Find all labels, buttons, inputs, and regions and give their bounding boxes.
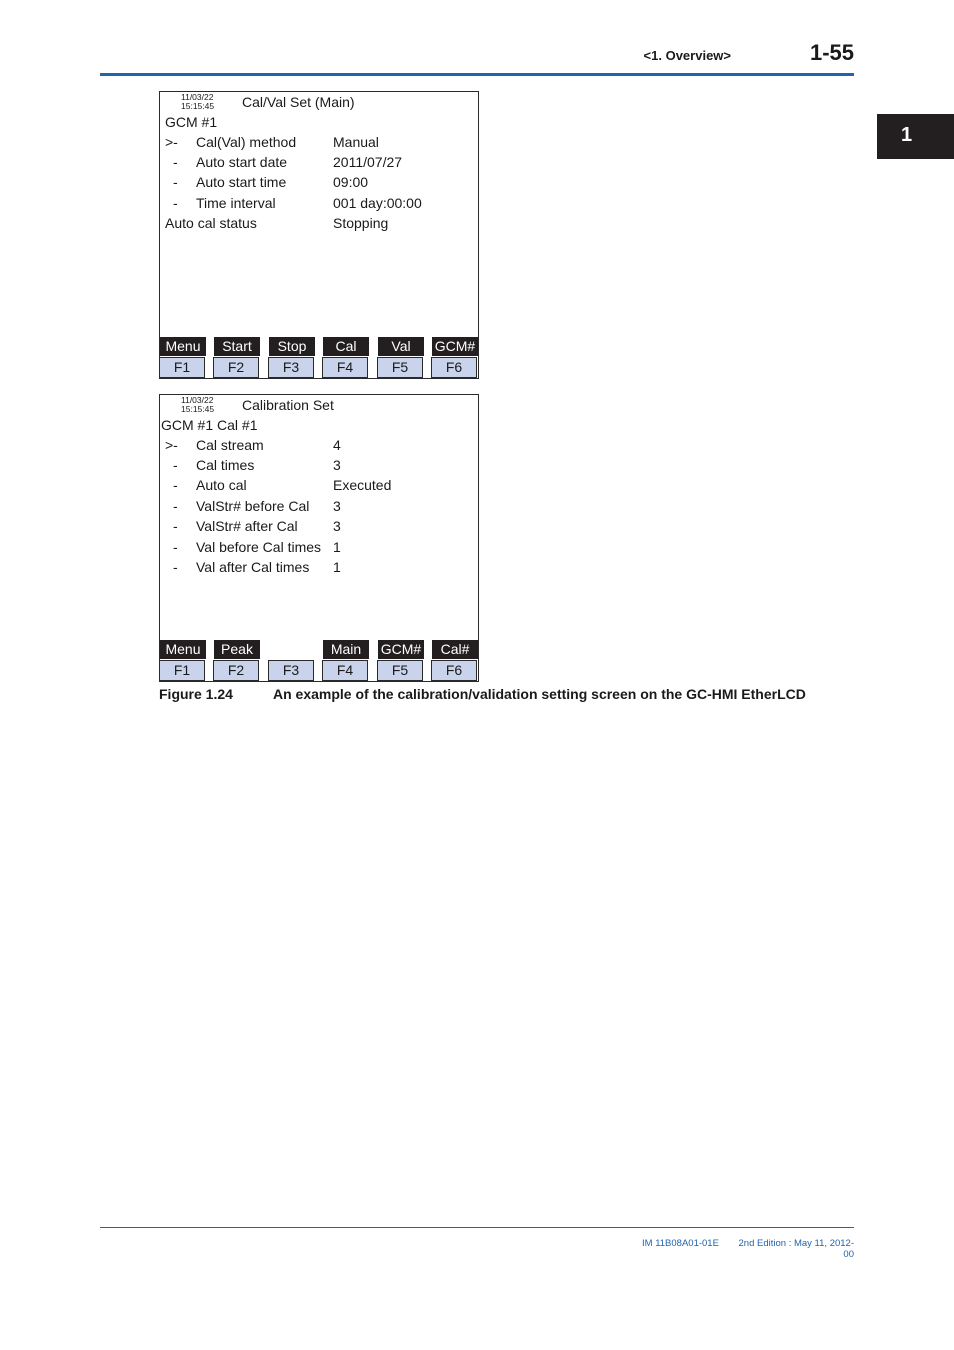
fkey-label-val: Val [378, 337, 424, 356]
row-prefix: - [173, 477, 178, 493]
edition-info: 2nd Edition : May 11, 2012-00 [738, 1238, 854, 1260]
footer-rule [100, 1227, 854, 1228]
screen-title: Calibration Set [242, 397, 334, 413]
header-rule [100, 73, 854, 76]
row-value: 09:00 [333, 174, 369, 190]
row-prefix: - [173, 539, 178, 555]
fkey-label-peak: Peak [214, 640, 260, 659]
f3-button[interactable]: F3 [268, 357, 314, 378]
row-label: Auto start time [196, 174, 287, 190]
row-value: 4 [333, 437, 341, 453]
fkey-label-start: Start [214, 337, 260, 356]
row-value: 1 [333, 539, 341, 555]
row-prefix: - [173, 498, 178, 514]
row-value: 3 [333, 498, 341, 514]
screen-date: 11/03/22 [181, 92, 214, 102]
row-value: 1 [333, 559, 341, 575]
f1-button[interactable]: F1 [159, 357, 205, 378]
f2-button[interactable]: F2 [213, 660, 259, 681]
f5-button[interactable]: F5 [377, 660, 423, 681]
screen-date: 11/03/22 [181, 395, 214, 405]
row-value: Manual [333, 134, 379, 150]
row-label: Auto cal [196, 477, 247, 493]
cal-val-set-main-screen [159, 91, 479, 379]
row-label: Time interval [196, 195, 276, 211]
screen-time: 15:15:45 [181, 403, 215, 414]
fkey-label-menu: Menu [160, 337, 206, 356]
row-label: ValStr# before Cal [196, 498, 310, 514]
row-prefix: >- [165, 437, 178, 453]
figure-number: Figure 1.24 [159, 686, 233, 702]
f6-button[interactable]: F6 [431, 357, 477, 378]
fkey-label-cal: Cal# [432, 640, 478, 659]
fkey-label-main: Main [323, 640, 369, 659]
row-prefix: - [173, 457, 178, 473]
row-prefix: - [173, 559, 178, 575]
page-number: 1-55 [809, 40, 854, 65]
row-prefix: - [173, 154, 178, 170]
f2-button[interactable]: F2 [213, 357, 259, 378]
row-label: Val after Cal times [196, 559, 310, 575]
row-prefix: >- [165, 134, 178, 150]
gcm-indicator: GCM #1 [165, 114, 218, 130]
row-prefix: - [173, 174, 178, 190]
f1-button[interactable]: F1 [159, 660, 205, 681]
figure-caption: An example of the calibration/validation setting screen on the GC-HMI EtherLCD [273, 686, 806, 702]
row-value: 3 [333, 518, 341, 534]
row-label: ValStr# after Cal [196, 518, 298, 534]
fkey-label-gcm: GCM# [432, 337, 478, 356]
document-id: IM 11B08A01-01E [642, 1238, 719, 1249]
calibration-set-screen [159, 394, 479, 682]
row-label: Auto start date [196, 154, 288, 170]
status-value: Stopping [333, 215, 389, 231]
row-prefix: - [173, 518, 178, 534]
screen-datetime [181, 93, 214, 110]
f6-button[interactable]: F6 [431, 660, 477, 681]
section-title: <1. Overview> [643, 48, 731, 63]
fkey-label-cal: Cal [323, 337, 369, 356]
f5-button[interactable]: F5 [377, 357, 423, 378]
row-label: Cal times [196, 457, 255, 473]
fkey-label-menu: Menu [160, 640, 206, 659]
fkey-label-stop: Stop [269, 337, 315, 356]
row-label: Val before Cal times [196, 539, 322, 555]
f3-button[interactable]: F3 [268, 660, 314, 681]
row-value: 2011/07/27 [333, 154, 403, 170]
row-label: Cal(Val) method [196, 134, 297, 150]
fkey-label-gcm: GCM# [378, 640, 424, 659]
f4-button[interactable]: F4 [322, 357, 368, 378]
screen-title: Cal/Val Set (Main) [242, 94, 355, 110]
chapter-tab: 1 [877, 114, 954, 159]
gcm-cal-indicator: GCM #1 Cal #1 [161, 417, 258, 433]
row-prefix: - [173, 195, 178, 211]
screen-time: 15:15:45 [181, 100, 215, 111]
row-value: 001 day:00:00 [333, 195, 422, 211]
row-label: Cal stream [196, 437, 264, 453]
status-label: Auto cal status [165, 215, 257, 231]
row-value: Executed [333, 477, 392, 493]
screen-datetime [181, 396, 214, 413]
row-value: 3 [333, 457, 341, 473]
f4-button[interactable]: F4 [322, 660, 368, 681]
